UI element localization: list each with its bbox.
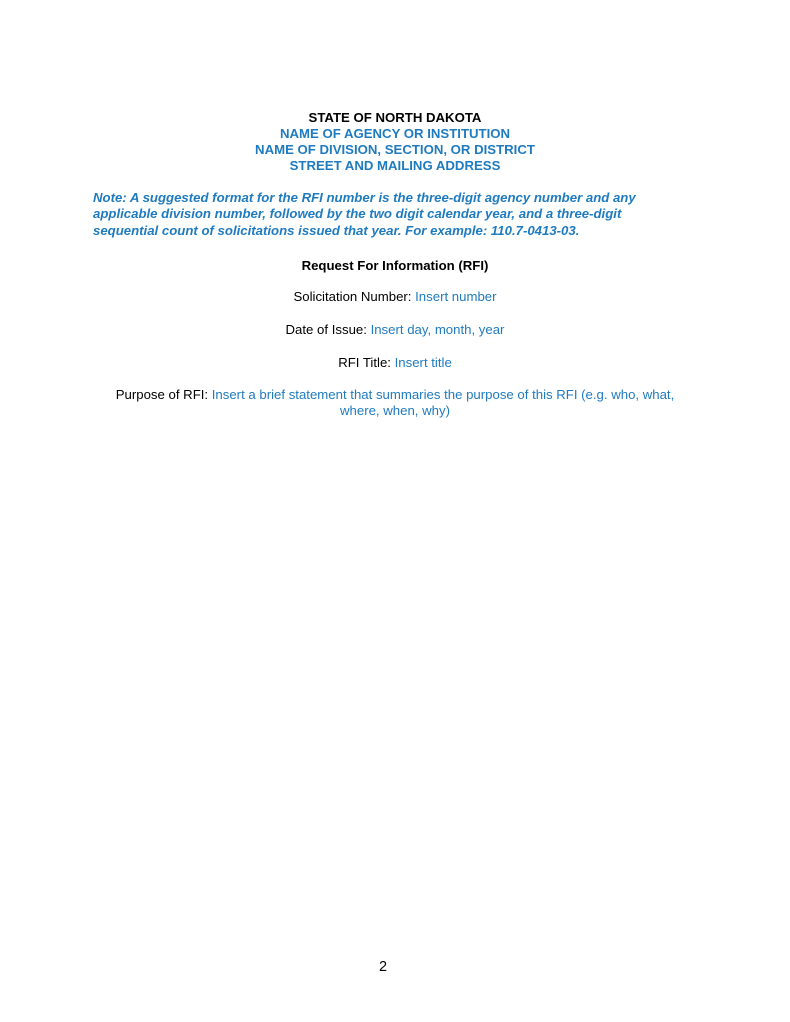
solicitation-number-placeholder: Insert number — [415, 289, 497, 304]
rfi-heading: Request For Information (RFI) — [301, 258, 489, 273]
rfi-title-placeholder: Insert title — [394, 355, 452, 370]
date-of-issue-label: Date of Issue: — [285, 322, 371, 337]
state-name: STATE OF NORTH DAKOTA — [308, 110, 482, 125]
rfi-title-label: RFI Title: — [338, 355, 395, 370]
note-line: applicable division number, followed by the two digit calendar year, and a three-digit — [93, 206, 622, 222]
purpose-line — [0, 387, 790, 403]
purpose-of-rfi-paragraph — [0, 387, 790, 420]
solicitation-number-label: Solicitation Number: — [293, 289, 416, 304]
agency-name-placeholder: NAME OF AGENCY OR INSTITUTION — [279, 126, 511, 141]
rfi-number-format-note — [93, 190, 713, 239]
solicitation-number-line — [0, 289, 790, 305]
letterhead — [0, 110, 790, 174]
purpose-of-rfi-label: Purpose of RFI: — [115, 387, 212, 402]
purpose-placeholder-text-continued: where, when, why) — [340, 403, 450, 419]
note-line: Note: A suggested format for the RFI number is the three-digit agency number and any — [93, 190, 636, 205]
rfi-title-line — [0, 355, 790, 371]
division-name-placeholder: NAME OF DIVISION, SECTION, OR DISTRICT — [255, 142, 535, 157]
address-placeholder: STREET AND MAILING ADDRESS — [289, 158, 501, 173]
date-of-issue-line — [0, 322, 790, 338]
date-of-issue-placeholder: Insert day, month, year — [370, 322, 505, 337]
page-number: 2 — [378, 959, 388, 975]
note-line: sequential count of solicitations issued that year. For example: 110.7-0413-03. — [93, 222, 580, 238]
purpose-placeholder-text: Insert a brief statement that summaries the purpose of this RFI (e.g. who, what, — [211, 387, 675, 402]
